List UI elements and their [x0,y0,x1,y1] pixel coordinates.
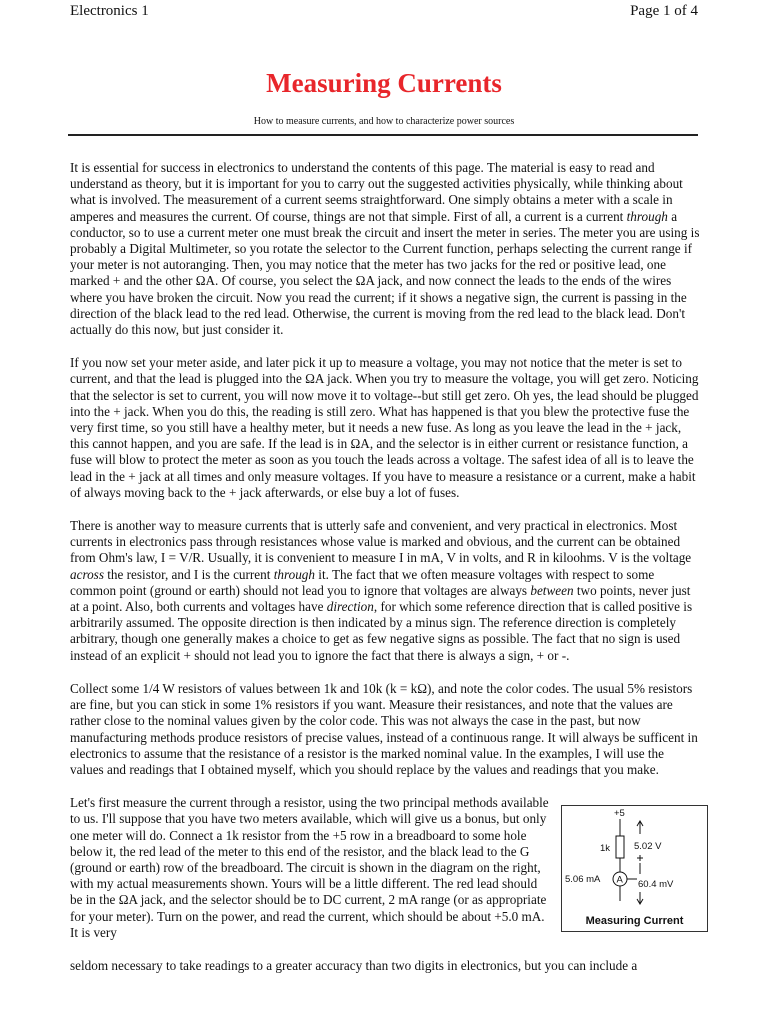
current-reading: 5.06 mA [565,874,601,886]
title-divider [68,134,698,136]
resistor-label: 1k [600,843,611,855]
p3-text-e: , for which some reference direction that is called positive is arbitrarily assumed. The opposite direction is then indicated by a minus sign. The reference direction is completely arbitrary, though one generally makes a choice to get as few negative signs as possible. The fact that no sign is used instead of an explicit + should not lead you to ignore the fact that there is always a sign, + or -. [70,599,693,663]
p1-text-b: a conductor, so to use a current meter one must break the circuit and insert the meter in series. The meter you are using is probably a Digital Multimeter, so you rotate the selector to the Current function, perhaps selecting the current range if your meter is not autoranging. Then, you may notice that the meter has two jacks for the red or positive lead, one marked + and the other ΩA. Of course, you select the ΩA jack, and now connect the leads to the ends of the wires where you have broken the circuit. Now you read the current; if it shows a negative sign, the current is passing in the direction of the black lead to the red lead. Otherwise, the current is moving from the red lead to the black lead. Don't actually do this now, but just consider it. [70,208,700,338]
paragraph-1 [70,160,700,338]
circuit-diagram [561,805,708,932]
page-number: Page 1 of 4 [630,3,698,19]
p5-tail-text: seldom necessary to take readings to a greater accuracy than two digits in electronics, but you can include a [70,957,638,973]
p1-emphasis-through: through [626,208,668,224]
p3-text-c: it. The fact that we often measure voltages with respect to some common point (ground or earth) should not lead you to ignore that voltages are always [70,566,655,598]
p3-emphasis-between: between [530,582,574,598]
p3-emphasis-across: across [70,566,104,582]
page-subtitle: How to measure currents, and how to characterize power sources [253,116,515,127]
supply-label: +5 [614,808,625,820]
course-name: Electronics 1 [70,3,149,19]
ammeter-letter: A [616,874,623,886]
voltage-reading: 5.02 V [634,841,662,853]
p3-emphasis-direction: direction [326,599,374,615]
paragraph-3 [70,518,700,664]
p5-wrapped-text: Let's first measure the current through a resistor, using the two principal methods available to us. I'll suppose that you have two meters available, which will give us a bonus, but only one meter will do. Connect a 1k resistor from the +5 row in a breadboard to some hole below it, the red lead of the meter to this end of the resistor, and the black lead to the G (ground or earth) row of the breadboard. The circuit is shown in the diagram on the right, with my actual measurements shown. Yours will be a little different. The red lead should be in the ΩA jack, and the selector should be to DC current, 2 mA range (or as appropriate for your meter). Turn on the power, and read the current, which should be about +5.0 mA. It is very [70,795,549,940]
paragraph-2: If you now set your meter aside, and later pick it up to measure a voltage, you may not notice that the meter is set to current, and that the lead is plugged into the ΩA jack. When you try to measure the voltage, you will get zero. Noticing that the selector is set to current, you will now move it to voltage--but still get zero. Oh yes, the lead should be plugged into the + jack. When you do this, the reading is still zero. What has happened is that you blew the protective fuse the very first time, so you still have a healthy meter, but it needs a new fuse. As long as you leave the lead in the + jack, this cannot happen, and you are safe. If the lead is in ΩA, and the selector is in either current or resistance function, a fuse will blow to protect the meter as soon as you touch the leads across a voltage. The safest idea of all is to leave the lead in the + jack at all times and only measure voltages. If you have to measure a resistance or a current, make a habit of always moving back to the + jack afterwards, or else buy a lot of fuses. [70,355,699,500]
paragraph-5 [70,795,700,974]
resistor-symbol [616,836,624,858]
p3-emphasis-through: through [273,566,315,582]
p1-text-a: It is essential for success in electronics to understand the contents of this page. The material is easy to read and understand as theory, but it is important for you to carry out the suggested activities physically, while thinking about what is involved. The measurement of a current seems straightforward. One simply obtains a meter with a scale in amperes and measures the current. Of course, things are not that simple. First of all, a current is a current [70,160,683,224]
p3-text-a: There is another way to measure currents that is utterly safe and convenient, and very practical in electronics. Most currents in electronics pass through resistances whose value is marked and obvious, and the current can be obtained from Ohm's law, I = V/R. Usually, it is convenient to measure I in mA, V in volts, and R in kiloohms. V is the voltage [70,518,692,566]
figure-caption: Measuring Current [585,914,684,927]
page-header [70,0,698,22]
drop-reading: 60.4 mV [638,879,674,891]
p3-text-d: two points, never just at a point. Also, both currents and voltages have [70,582,691,615]
p3-text-b: the resistor, and I is the current [103,566,274,582]
page-title: Measuring Currents [266,68,502,98]
article-body [70,160,700,991]
circuit-schematic [562,806,707,914]
paragraph-4: Collect some 1/4 W resistors of values between 1k and 10k (k = kΩ), and note the color codes. The usual 5% resistors are fine, but you can stick in some 1% resistors if you want. Measure their resistances, and note that the values are rather close to the nominal values given by the color code. This was not always the case in the past, but now manufacturing methods produce resistors of precise values, instead of a continuous range. It will always be sufficent in electronics to assume that the resistance of a resistor is the marked nominal value. In the examples, I will use the values and readings that I obtained myself, which you should replace by the values and readings that you make. [70,680,698,777]
